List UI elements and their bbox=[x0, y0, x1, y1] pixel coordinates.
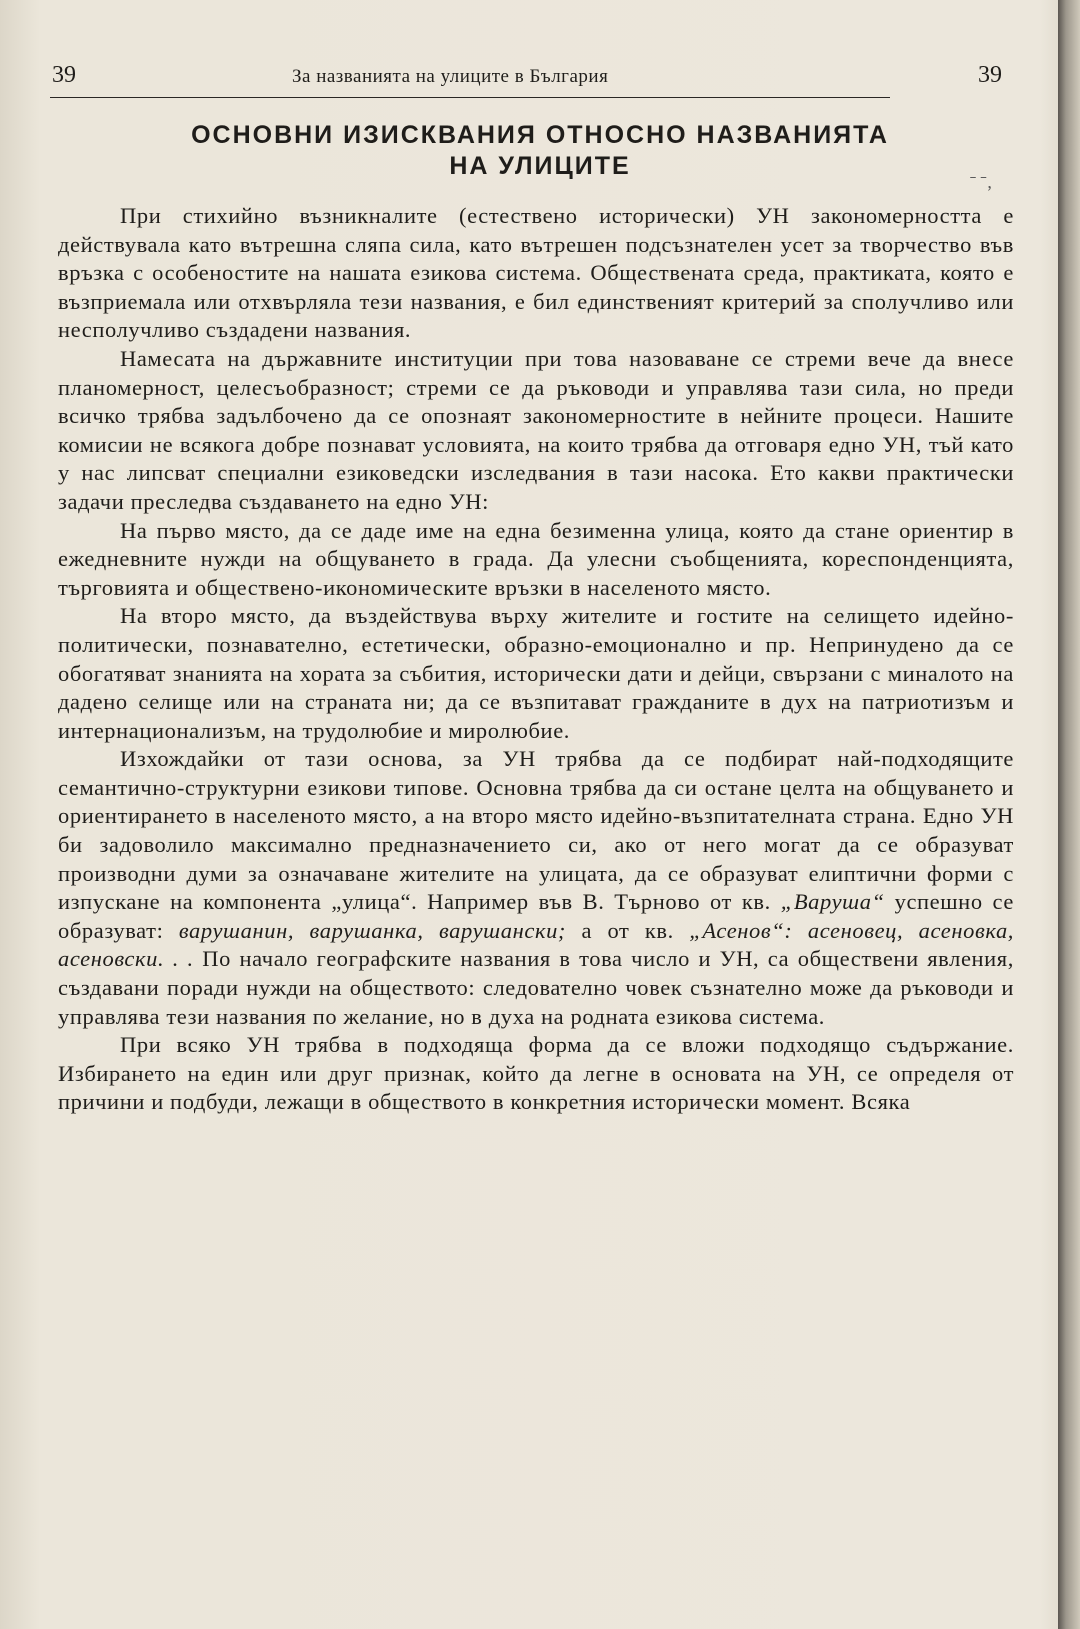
p5-text-2: успешно се образуват: bbox=[58, 889, 1014, 943]
running-header bbox=[52, 62, 1002, 98]
p5-italic-1: „Варуша“ bbox=[780, 889, 885, 915]
printing-mark: ˉ ˉ‚ bbox=[970, 172, 993, 192]
section-title bbox=[100, 120, 980, 182]
running-title: За названията на улиците в България bbox=[292, 66, 609, 87]
paragraph-5 bbox=[58, 745, 1014, 1031]
p5-text-1: Изхождайки от тази основа, за УН трябва да се подбират най-подходящите семантично-структурни езикови типове. Основна трябва да си остане целта на общуването и ориентирането в населеното място, а на второ място идейно-възпитателната страна. Едно УН би задоволило максимално предназначението си, ако от него могат да се образуват производни думи за означаване жителите на улицата, да се образуват елиптични форми с изпускане на компонента „улица“. Например във В. Търново от кв. bbox=[58, 746, 1014, 915]
p5-italic-3: „Асенов“: асеновец, асеновка, асеновски. . . bbox=[58, 917, 1015, 972]
paragraph-2: Намесата на държавните институции при това назоваване се стреми вече да внесе планомерност, целесъобразност; стреми се да ръководи и управлява тази сила, но преди всичко трябва задълбочено да се опознаят закономерностите в нейните процеси. Нашите комисии не всякога добре познават условията, на които трябва да отговаря едно УН, тъй като у нас липсват специални езиковедски изследвания в тази насока. Ето какви практически задачи преследва създаването на едно УН: bbox=[58, 345, 1014, 514]
paragraph-1: При стихийно възникналите (естествено исторически) УН закономерността е действувала като вътрешна сляпа сила, като вътрешен подсъзнателен усет за творчество във връзка с особеностите на нашата езикова система. Обществената среда, практиката, която е възприемала или отхвърляла тези названия, е бил единственият критерий за сполучливо или несполучливо създадени названия. bbox=[58, 203, 1014, 343]
section-title-line-1: ОСНОВНИ ИЗИСКВАНИЯ ОТНОСНО НАЗВАНИЯТА bbox=[191, 121, 889, 149]
section-title-line-2: НА УЛИЦИТЕ bbox=[449, 152, 631, 180]
header-rule bbox=[50, 97, 890, 98]
p5-italic-2: варушанин, варушанка, варушански; bbox=[178, 917, 567, 943]
page-number-left: 39 bbox=[52, 62, 76, 88]
paragraph-3: На първо място, да се даде име на една безименна улица, която да стане ориентир в ежедневните нужди на общуването в града. Да улесни съобщенията, кореспонденцията, търговията и обществено-икономическите връзки в населеното място. bbox=[58, 517, 1014, 600]
paragraph-6: При всяко УН трябва в подходяща форма да се вложи подходящо съдържание. Избирането на един или друг признак, който да легне в основата на УН, се определя от причини и подбуди, лежащи в обществото в конкретния исторически момент. Всяка bbox=[58, 1032, 1014, 1115]
page-number-right: 39 bbox=[978, 62, 1002, 88]
body-text bbox=[58, 202, 1014, 1117]
page-edge-shadow bbox=[1058, 0, 1080, 1629]
p5-text-3: а от кв. bbox=[566, 917, 690, 943]
p5-text-4: По начало географските названия в това число и УН, са обществени явления, създавани поради нужди на обществото: следователно човек съзнателно може да ръководи и управлява тези названия по желание, но в духа на родната езикова система. bbox=[58, 946, 1014, 1029]
paragraph-4: На второ място, да въздействува върху жителите и гостите на селището идейно-политически, познавателно, естетически, образно-емоционално и пр. Непринудено да се обогатяват знанията на хората за събития, исторически дати и дейци, свързани с миналото на дадено селище или на страната ни; да се възпитават гражданите в дух на патриотизъм и интернационализъм, на трудолюбие и миролюбие. bbox=[58, 603, 1014, 743]
